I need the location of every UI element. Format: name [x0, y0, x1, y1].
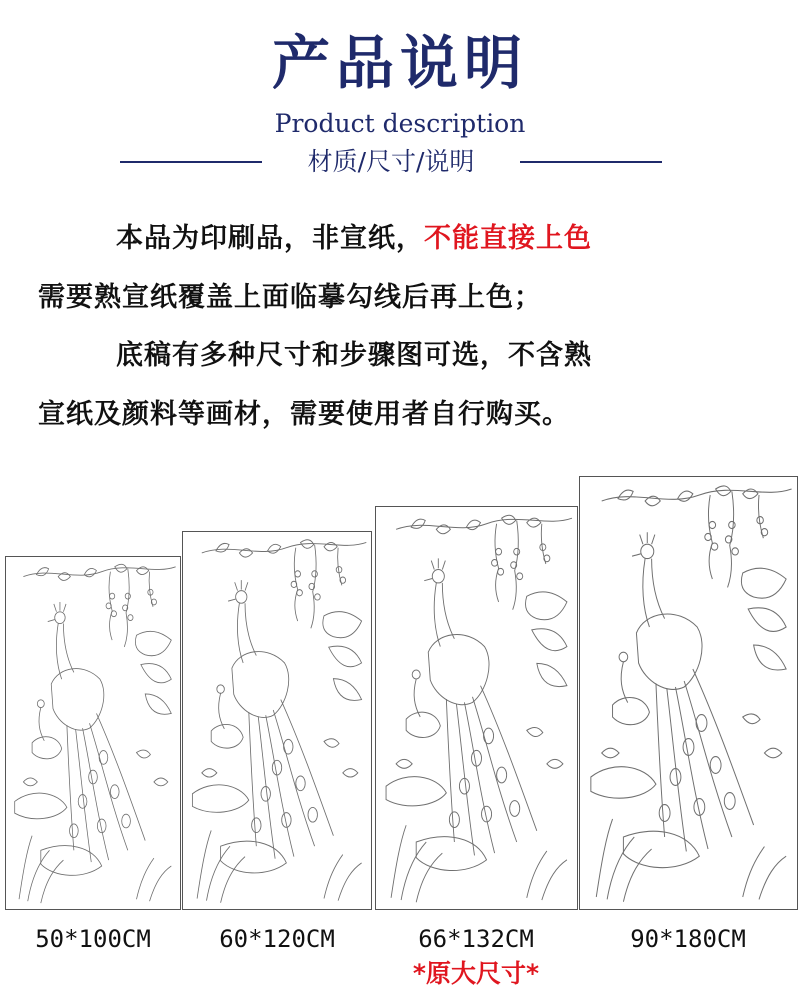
- size-preview-60x120: [182, 531, 372, 910]
- description-text: 需要熟宣纸覆盖上面临摹勾线后再上色；: [38, 281, 542, 313]
- size-label-66x132: 66*132CM: [418, 925, 534, 953]
- size-label-90x180: 90*180CM: [630, 925, 746, 953]
- description-text: 宣纸及颜料等画材，需要使用者自行购买。: [38, 398, 570, 430]
- size-label-60x120: 60*120CM: [219, 925, 335, 953]
- page-title: 产品说明: [271, 29, 528, 97]
- peacock-illustration: [183, 532, 371, 909]
- peacock-illustration: [580, 477, 797, 909]
- size-preview-90x180: [579, 476, 798, 910]
- warning-text: 不能直接上色: [424, 223, 592, 254]
- page-subtitle: Product description: [274, 109, 526, 138]
- description-text: 本品为印刷品，非宣纸，: [116, 223, 424, 254]
- section-divider: [120, 144, 662, 180]
- divider-line-left: [120, 161, 262, 163]
- divider-line-right: [520, 161, 662, 163]
- peacock-illustration: [376, 507, 577, 909]
- peacock-illustration: [6, 557, 180, 909]
- description-text: 底稿有多种尺寸和步骤图可选，不含熟: [116, 340, 592, 371]
- size-preview-50x100: [5, 556, 181, 910]
- size-label-50x100: 50*100CM: [35, 925, 151, 953]
- original-size-note: *原大尺寸*: [412, 959, 540, 988]
- size-preview-66x132: [375, 506, 578, 910]
- product-description: [38, 210, 768, 444]
- divider-label: 材质/尺寸/说明: [307, 147, 475, 176]
